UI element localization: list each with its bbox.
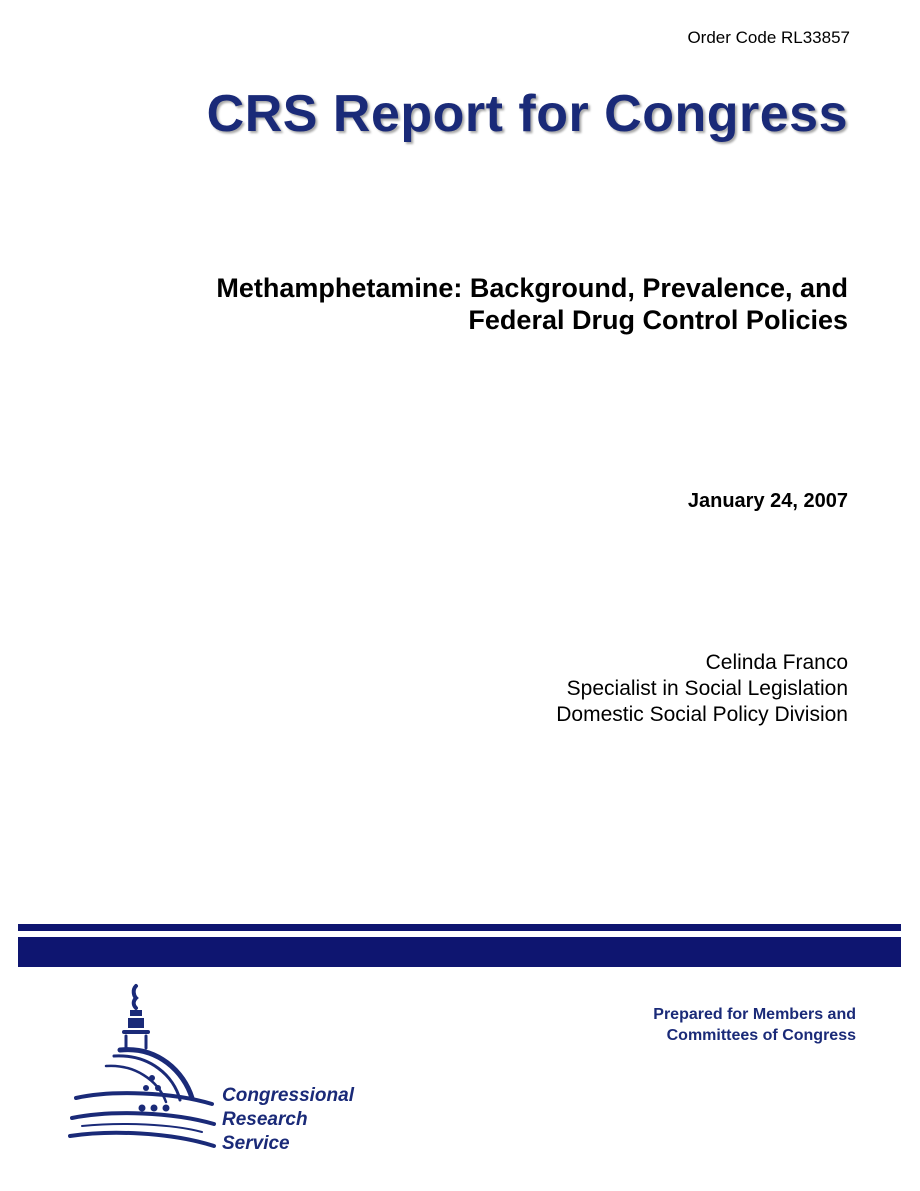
author-name: Celinda Franco xyxy=(705,651,848,674)
capitol-dome-icon xyxy=(62,980,232,1160)
report-date: January 24, 2007 xyxy=(687,490,848,512)
prepared-line-1: Prepared for Members and xyxy=(653,1006,856,1023)
author-position: Specialist in Social Legislation xyxy=(566,677,848,700)
divider-rule-thick xyxy=(18,937,901,967)
author-division: Domestic Social Policy Division xyxy=(556,703,848,726)
report-title-line-1: Methamphetamine: Background, Prevalence, and xyxy=(216,273,848,303)
divider-rule-thin xyxy=(18,924,901,931)
logo-text-line-1: Congressional xyxy=(222,1085,354,1106)
author-block xyxy=(556,650,848,728)
crs-report-banner: CRS Report for Congress xyxy=(206,85,848,143)
order-code: Order Code RL33857 xyxy=(687,28,850,47)
prepared-for-note xyxy=(653,1004,856,1046)
report-title xyxy=(128,272,848,336)
prepared-line-2: Committees of Congress xyxy=(666,1027,856,1044)
crs-logo xyxy=(62,980,392,1160)
logo-text-line-3: Service xyxy=(222,1133,290,1154)
logo-text-line-2: Research xyxy=(222,1109,308,1130)
report-title-line-2: Federal Drug Control Policies xyxy=(468,305,848,335)
